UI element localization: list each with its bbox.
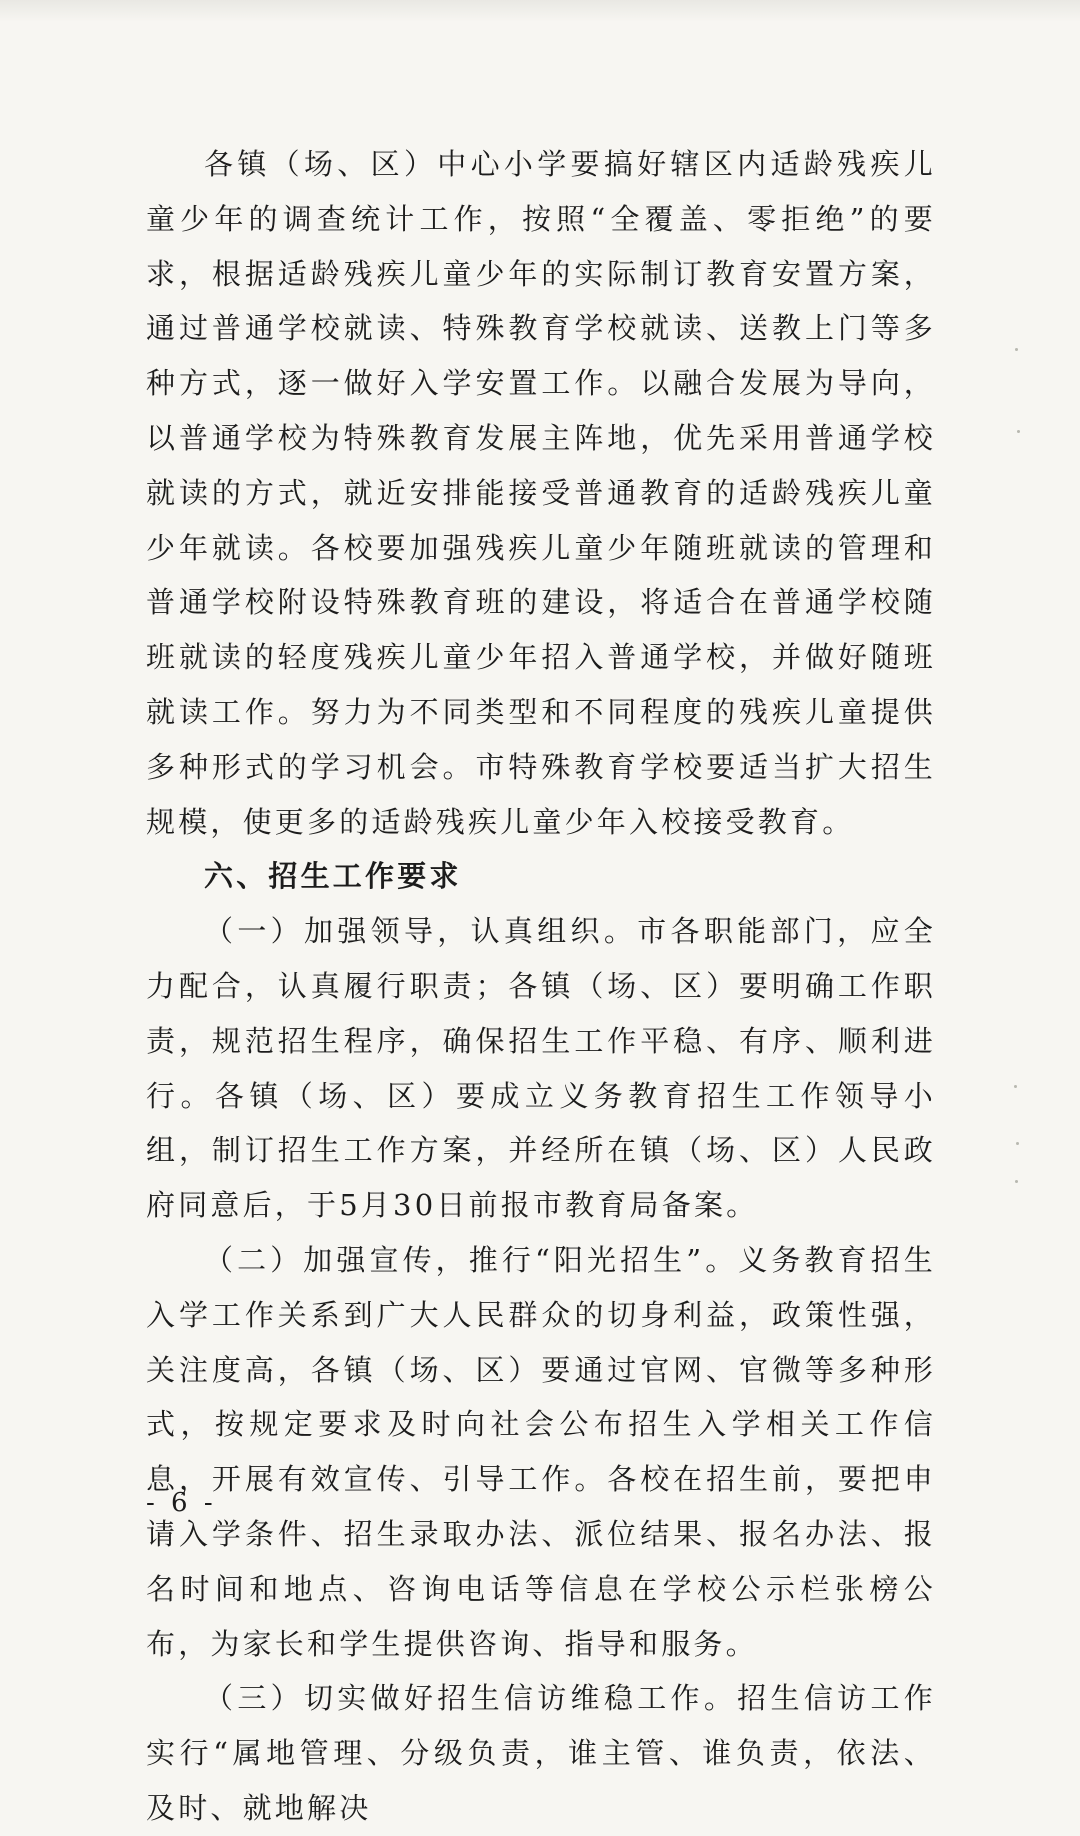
scan-speck	[1015, 348, 1018, 351]
scan-speck	[1017, 430, 1020, 433]
scan-speck	[1016, 1142, 1019, 1145]
paragraph-item-1: （一）加强领导，认真组织。市各职能部门，应全力配合，认真履行职责；各镇（场、区）要明确工作职责，规范招生程序，确保招生工作平稳、有序、顺利进行。各镇（场、区）要成立义务教育招生工作领导小组，制订招生工作方案，并经所在镇（场、区）人民政府同意后，于5月30日前报市教育局备案。	[146, 914, 936, 1223]
scan-top-edge	[0, 0, 1080, 22]
scan-speck	[1014, 1085, 1017, 1088]
paragraph-item-3: （三）切实做好招生信访维稳工作。招生信访工作实行“属地管理、分级负责，谁主管、谁负责，依法、及时、就地解决	[146, 1681, 936, 1825]
page-number: - 6 -	[146, 1488, 217, 1518]
scan-speck	[1015, 1180, 1018, 1183]
paragraph-item-2: （二）加强宣传，推行“阳光招生”。义务教育招生入学工作关系到广大人民群众的切身利益，政策性强，关注度高，各镇（场、区）要通过官网、官微等多种形式，按规定要求及时向社会公布招生入学相关工作信息，开展有效宣传、引导工作。各校在招生前，要把申请入学条件、招生录取办法、派位结果、报名办法、报名时间和地点、咨询电话等信息在学校公示栏张榜公布，为家长和学生提供咨询、指导和服务。	[146, 1242, 936, 1661]
document-body	[146, 137, 936, 1836]
paragraph-special-education: 各镇（场、区）中心小学要搞好辖区内适龄残疾儿童少年的调查统计工作，按照“全覆盖、零拒绝”的要求，根据适龄残疾儿童少年的实际制订教育安置方案，通过普通学校就读、特殊教育学校就读、送教上门等多种方式，逐一做好入学安置工作。以融合发展为导向，以普通学校为特殊教育发展主阵地，优先采用普通学校就读的方式，就近安排能接受普通教育的适龄残疾儿童少年就读。各校要加强残疾儿童少年随班就读的管理和普通学校附设特殊教育班的建设，将适合在普通学校随班就读的轻度残疾儿童少年招入普通学校，并做好随班就读工作。努力为不同类型和不同程度的残疾儿童提供多种形式的学习机会。市特殊教育学校要适当扩大招生规模，使更多的适龄残疾儿童少年入校接受教育。	[146, 147, 936, 839]
section-heading: 六、招生工作要求	[204, 859, 462, 894]
